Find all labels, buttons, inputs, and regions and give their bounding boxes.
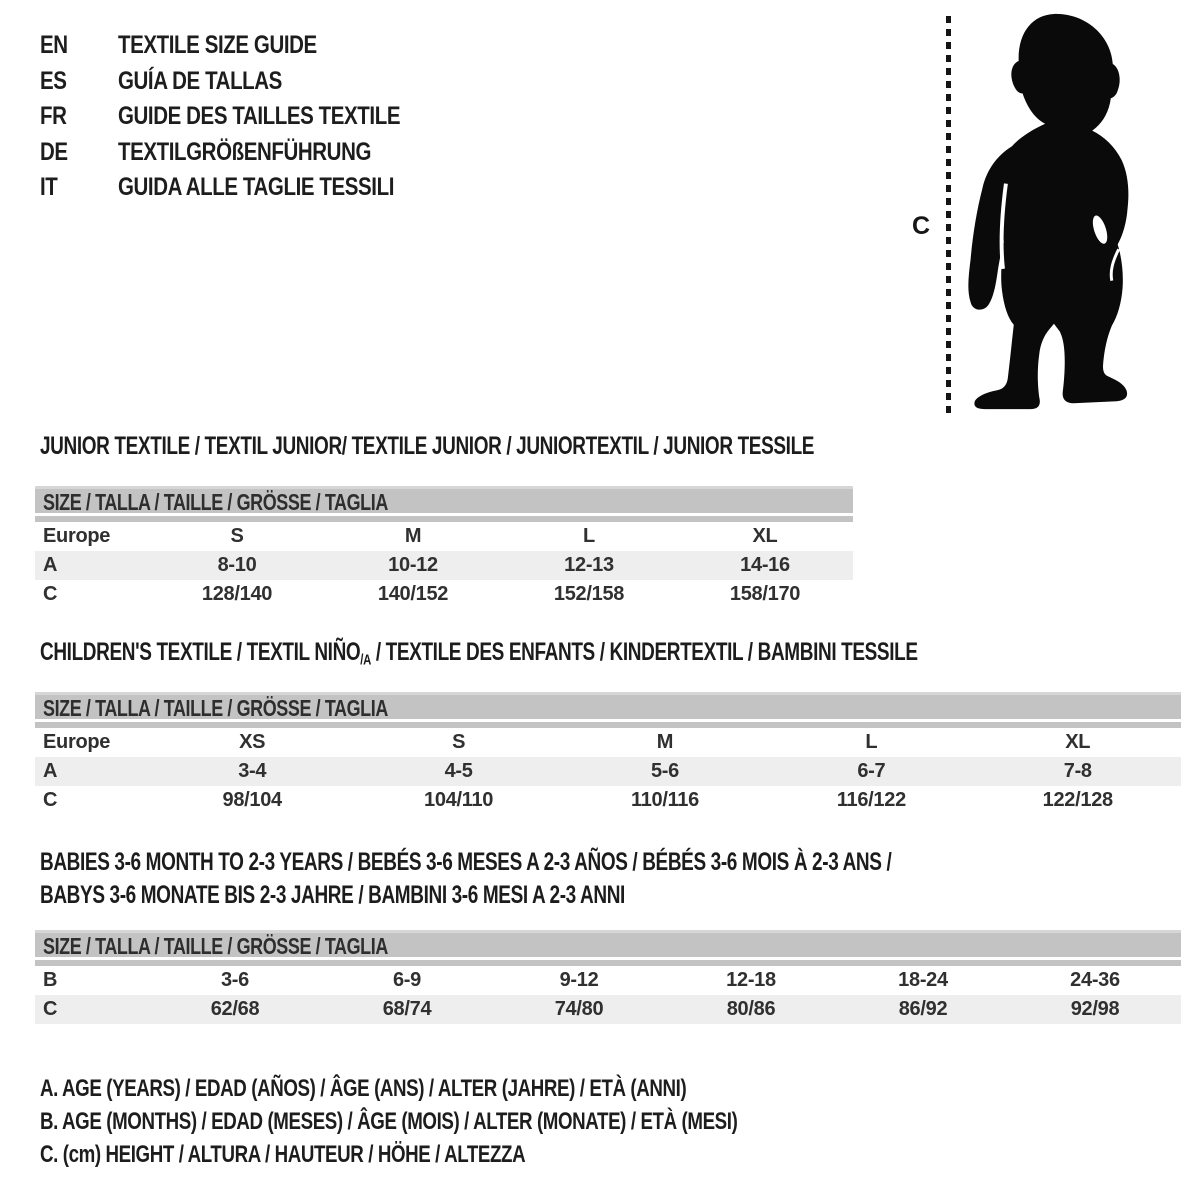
lang-row-it — [40, 170, 462, 206]
babies-table-title: BABIES 3-6 MONTH TO 2-3 YEARS / BEBÉS 3-6 MESES A 2-3 AÑOS / BÉBÉS 3-6 MOIS À 2-3 ANS / BABYS 3-6 MONATE BIS 2-3 JAHRE / BAMBINI 3-6 MESI A 2-3 ANNI — [40, 848, 892, 909]
junior-table-title: JUNIOR TEXTILE / TEXTIL JUNIOR/ TEXTILE JUNIOR / JUNIORTEXTIL / JUNIOR TESSILE — [40, 432, 815, 460]
language-title-list — [40, 28, 462, 206]
children-size-table — [35, 692, 1181, 815]
legend — [40, 1072, 934, 1171]
lang-title: GUÍA DE TALLAS — [118, 66, 282, 95]
legend-line-c: C. (cm) HEIGHT / ALTURA / HAUTEUR / HÖHE / ALTEZZA — [40, 1141, 526, 1168]
toddler-silhouette-icon — [963, 12, 1141, 414]
lang-row-fr — [40, 99, 462, 135]
height-measure-label: C — [912, 212, 931, 240]
size-header-bar: SIZE / TALLA / TAILLE / GRÖSSE / TAGLIA — [35, 692, 1181, 719]
size-header-bar: SIZE / TALLA / TAILLE / GRÖSSE / TAGLIA — [35, 486, 853, 513]
children-table-title: CHILDREN'S TEXTILE / TEXTIL $NIÑO_{/A}$ / TEXTILE DES ENFANTS / KINDERTEXTIL / BAMBINI TESSILE — [40, 638, 918, 669]
lang-code: DE — [40, 137, 68, 166]
table-row-age-years: A 8-10 10-12 12-13 14-16 — [35, 551, 853, 580]
height-measure-dashed-line — [946, 16, 951, 414]
legend-line-a: A. AGE (YEARS) / EDAD (AÑOS) / ÂGE (ANS) / ALTER (JAHRE) / ETÀ (ANNI) — [40, 1075, 687, 1102]
lang-code: FR — [40, 102, 67, 131]
table-row-height-cm: C 128/140 140/152 152/158 158/170 — [43, 583, 801, 605]
lang-code: ES — [40, 66, 67, 95]
table-row-europe: Europe XS S M L XL — [43, 731, 1091, 753]
lang-code: EN — [40, 31, 68, 60]
lang-row-en — [40, 28, 462, 64]
table-row-height-cm: C 98/104 104/110 110/116 116/122 122/128 — [43, 789, 1113, 811]
legend-line-b: B. AGE (MONTHS) / EDAD (MESES) / ÂGE (MOIS) / ALTER (MONATE) / ETÀ (MESI) — [40, 1108, 738, 1135]
table-row-age-months: B 3-6 6-9 9-12 12-18 18-24 24-36 — [43, 969, 1120, 991]
size-header-bar: SIZE / TALLA / TAILLE / GRÖSSE / TAGLIA — [35, 930, 1181, 957]
junior-size-table — [35, 486, 853, 609]
lang-title: GUIDE DES TAILLES TEXTILE — [118, 102, 401, 131]
lang-title: GUIDA ALLE TAGLIE TESSILI — [118, 173, 394, 202]
table-row-height-cm: C 62/68 68/74 74/80 80/86 86/92 92/98 — [35, 995, 1181, 1024]
lang-row-es — [40, 64, 462, 100]
lang-title: TEXTILGRÖßENFÜHRUNG — [118, 137, 372, 166]
table-row-age-years: A 3-4 4-5 5-6 6-7 7-8 — [35, 757, 1181, 786]
lang-code: IT — [40, 173, 58, 202]
lang-row-de — [40, 135, 462, 171]
babies-size-table — [35, 930, 1181, 1024]
table-row-europe: Europe S M L XL — [43, 525, 778, 547]
lang-title: TEXTILE SIZE GUIDE — [118, 31, 317, 60]
